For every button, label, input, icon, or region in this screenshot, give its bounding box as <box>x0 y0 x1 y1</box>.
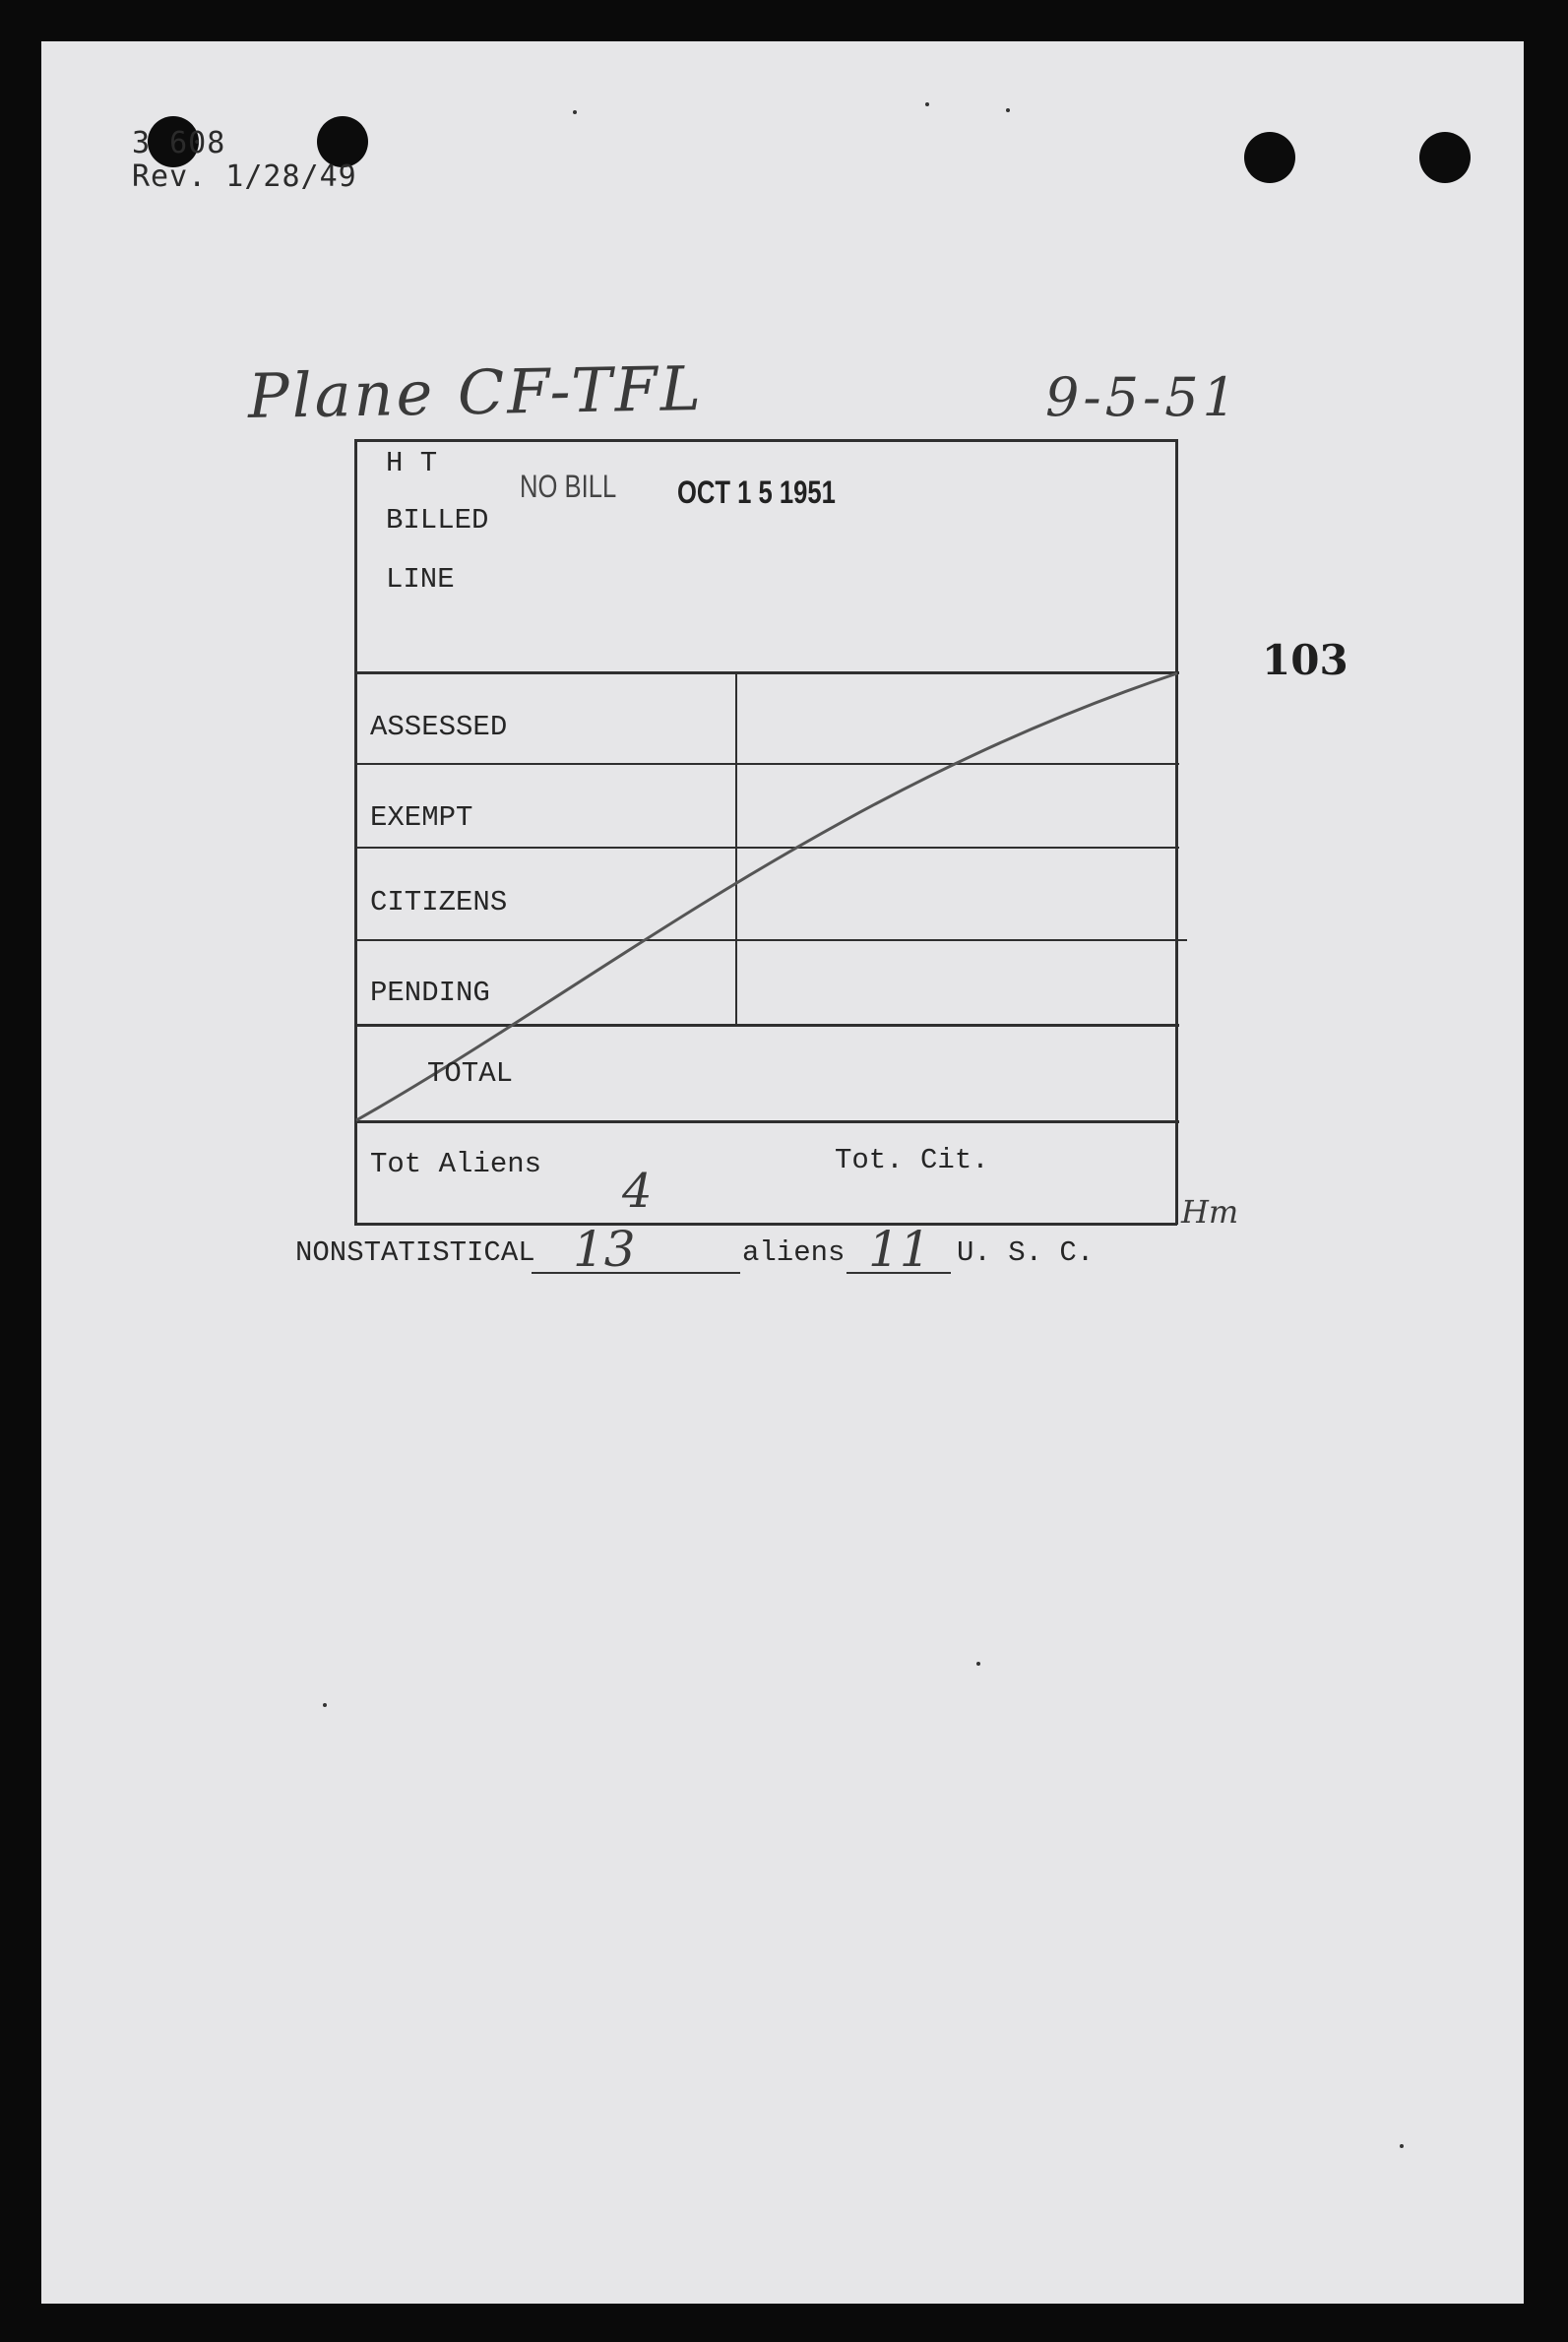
speck <box>925 102 929 106</box>
date-handwritten: 9-5-51 <box>1045 366 1240 428</box>
speck <box>323 1703 327 1707</box>
tot-aliens-label: Tot Aliens <box>370 1148 542 1180</box>
row-label-pending: PENDING <box>370 977 490 1009</box>
date-stamp: OCT 1 5 1951 <box>677 475 836 510</box>
count-handwritten: 103 <box>1262 636 1348 684</box>
document-page <box>41 41 1524 2304</box>
header-label-line: LINE <box>386 563 455 596</box>
nonstat-value: 13 <box>573 1221 636 1278</box>
row-label-assessed: ASSESSED <box>370 711 508 743</box>
row-label-citizens: CITIZENS <box>370 886 508 918</box>
usc-label: U. S. C. <box>957 1236 1095 1269</box>
speck <box>1006 108 1010 112</box>
form-number: 3 608 <box>132 126 226 160</box>
tot-aliens-value: 4 <box>622 1164 653 1219</box>
row-label-exempt: EXEMPT <box>370 801 473 834</box>
initials-handwritten: Hm <box>1181 1193 1239 1231</box>
plane-handwritten: Plane CF-TFL <box>247 351 705 433</box>
usc-value: 11 <box>868 1221 931 1278</box>
speck <box>976 1662 980 1666</box>
tot-cit-label: Tot. Cit. <box>835 1144 989 1176</box>
speck <box>1400 2144 1404 2148</box>
nonstat-label: NONSTATISTICAL <box>295 1236 535 1269</box>
header-label-billed: BILLED <box>386 504 489 537</box>
nonstat-underline <box>532 1272 740 1274</box>
aliens-label: aliens <box>742 1236 846 1269</box>
total-label: TOTAL <box>427 1057 514 1090</box>
speck <box>573 110 577 114</box>
header-label-ht: H T <box>386 447 438 479</box>
form-revision: Rev. 1/28/49 <box>132 159 357 194</box>
cancel-line <box>41 41 1524 2304</box>
no-bill-stamp: NO BILL <box>520 469 617 504</box>
